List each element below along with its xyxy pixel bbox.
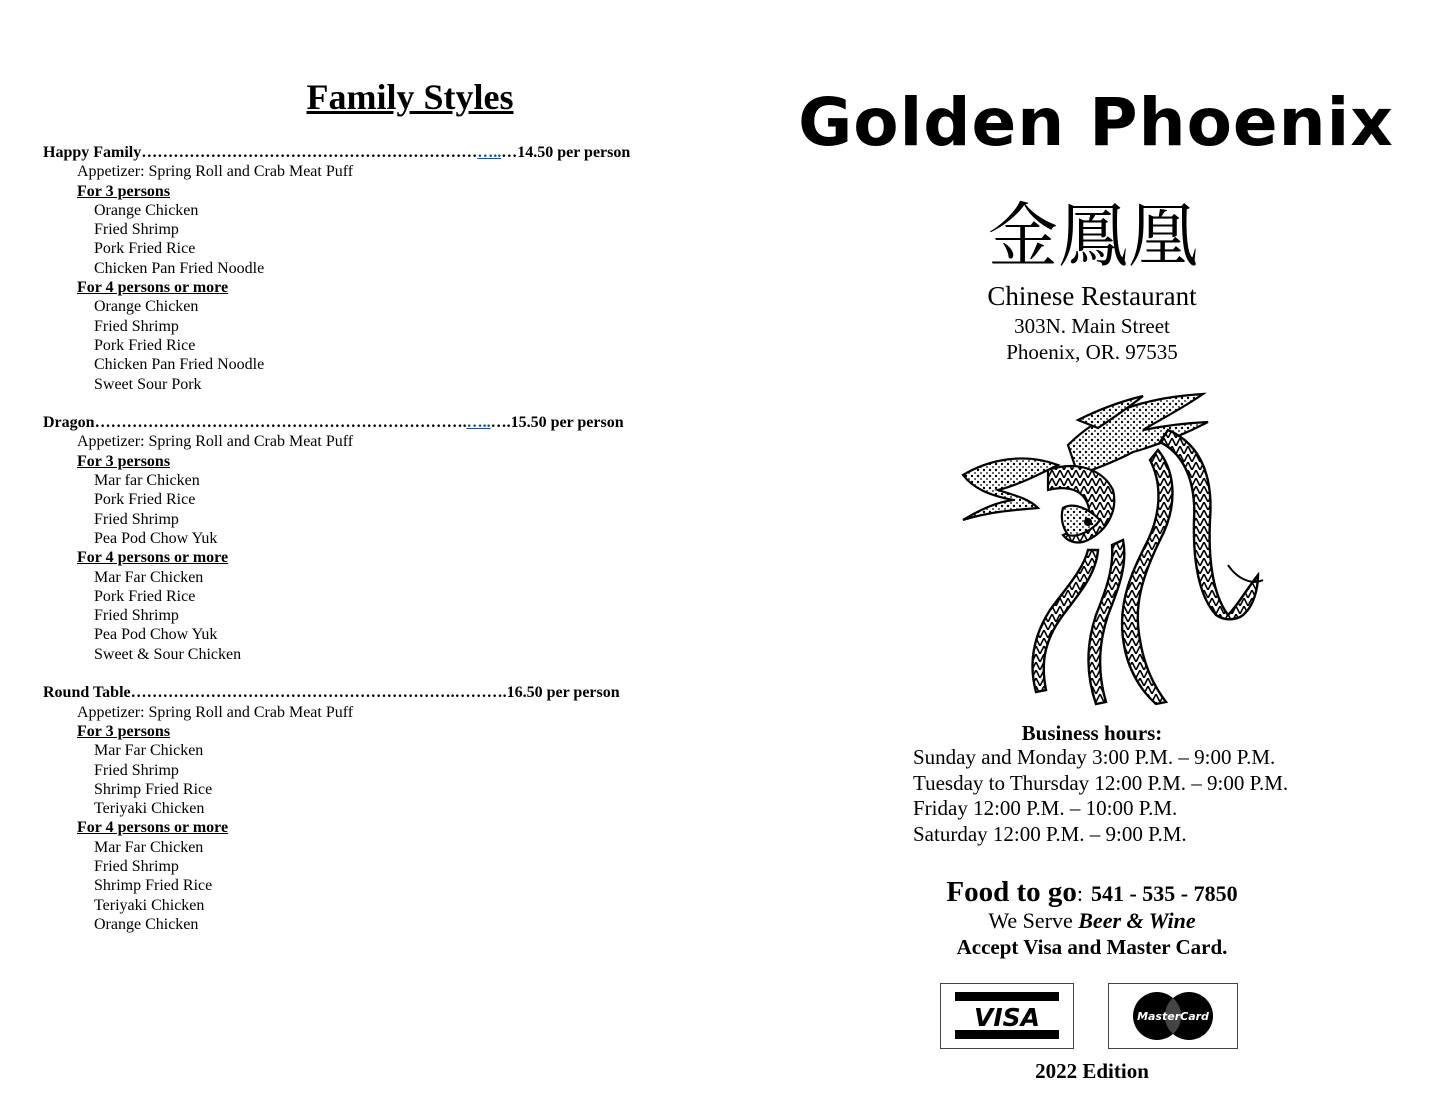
menu-item: Teriyaki Chicken xyxy=(94,896,205,914)
serving-group-label: For 3 persons xyxy=(77,722,171,740)
food-to-go-colon: : xyxy=(1076,881,1083,906)
leader-dots-main: …………………………………………………….………. xyxy=(130,684,507,702)
section-gap xyxy=(43,664,683,683)
business-hours-title: Business hours: xyxy=(1021,721,1163,745)
restaurant-name: Golden Phoenix xyxy=(798,84,1394,161)
package-name: Dragon xyxy=(43,414,95,432)
serving-group-label: For 3 persons xyxy=(77,452,171,470)
mastercard-text: MasterCard xyxy=(1137,1010,1209,1023)
beer-wine: Beer & Wine xyxy=(1078,908,1196,933)
menu-item: Fried Shrimp xyxy=(94,607,179,625)
appetizer-line: Appetizer: Spring Roll and Crab Meat Puff xyxy=(77,433,354,451)
menu-item: Pork Fried Rice xyxy=(94,491,196,509)
menu-item: Mar far Chicken xyxy=(94,472,200,490)
serving-group-label: For 4 persons or more xyxy=(77,279,229,297)
leader-dots-link: ….. xyxy=(466,414,491,432)
package-price: 15.50 per person xyxy=(510,414,624,432)
menu-item: Fried Shrimp xyxy=(94,317,179,335)
leader-dots-main: ……………………………………………………… xyxy=(141,144,478,161)
menu-item: Sweet & Sour Chicken xyxy=(94,645,242,663)
menu-item: Orange Chicken xyxy=(94,915,199,933)
appetizer-line: Appetizer: Spring Roll and Crab Meat Puff xyxy=(77,163,354,181)
package-name: Happy Family xyxy=(43,144,142,161)
menu-item: Fried Shrimp xyxy=(94,857,179,875)
appetizer-line: Appetizer: Spring Roll and Crab Meat Puff xyxy=(77,703,354,721)
serve-prefix: We Serve xyxy=(988,908,1079,933)
payment-note: Accept Visa and Master Card. xyxy=(956,935,1228,959)
menu-item: Shrimp Fried Rice xyxy=(94,780,213,798)
menu-item: Chicken Pan Fried Noodle xyxy=(94,259,265,277)
hours-line: Friday 12:00 P.M. – 10:00 P.M. xyxy=(913,796,1178,821)
package-header xyxy=(43,413,683,432)
address-city: Phoenix, OR. 97535 xyxy=(1006,340,1178,364)
menu-item: Pea Pod Chow Yuk xyxy=(94,529,218,547)
family-styles-menu xyxy=(43,143,683,934)
leader-dots-tail: …. xyxy=(490,414,511,432)
leader-dots-main: ……………………………………………………………. xyxy=(94,414,467,432)
package-price: 14.50 per person xyxy=(517,144,631,161)
package-price: 16.50 per person xyxy=(506,684,620,702)
address-street: 303N. Main Street xyxy=(1014,314,1170,338)
serving-group-label: For 3 persons xyxy=(77,182,171,200)
hours-line: Tuesday to Thursday 12:00 P.M. – 9:00 P.M. xyxy=(913,770,1289,795)
serve-line xyxy=(728,907,1456,935)
menu-item: Pea Pod Chow Yuk xyxy=(94,626,218,644)
leader-dots-tail: … xyxy=(501,144,518,161)
phoenix-body xyxy=(1048,466,1114,542)
food-to-go-label: Food to go xyxy=(946,876,1077,908)
package-name: Round Table xyxy=(43,684,131,702)
phone-number: 541 - 535 - 7850 xyxy=(1090,881,1238,906)
menu-item: Mar Far Chicken xyxy=(94,568,204,586)
mastercard-logo xyxy=(1108,983,1238,1049)
package-header xyxy=(43,683,683,702)
leader-dots xyxy=(131,684,507,701)
menu-item: Sweet Sour Pork xyxy=(94,375,202,393)
menu-item: Chicken Pan Fried Noodle xyxy=(94,356,265,374)
restaurant-subtitle: Chinese Restaurant xyxy=(987,281,1197,311)
menu-item: Fried Shrimp xyxy=(94,761,179,779)
visa-logo xyxy=(940,983,1074,1049)
leader-dots xyxy=(95,414,511,431)
visa-text: VISA xyxy=(973,1003,1041,1032)
menu-item: Orange Chicken xyxy=(94,298,199,316)
menu-item: Teriyaki Chicken xyxy=(94,800,205,818)
package-header xyxy=(43,143,683,162)
menu-item: Orange Chicken xyxy=(94,201,199,219)
leader-dots xyxy=(141,144,517,161)
menu-item: Mar Far Chicken xyxy=(94,742,204,760)
menu-item: Mar Far Chicken xyxy=(94,838,204,856)
menu-cover-right xyxy=(728,0,1456,1119)
phoenix-illustration xyxy=(928,390,1268,708)
menu-item: Shrimp Fried Rice xyxy=(94,877,213,895)
menu-item: Pork Fried Rice xyxy=(94,336,196,354)
menu-item: Fried Shrimp xyxy=(94,510,179,528)
hours-line: Sunday and Monday 3:00 P.M. – 9:00 P.M. xyxy=(913,745,1276,769)
menu-item: Pork Fried Rice xyxy=(94,240,196,258)
edition: 2022 Edition xyxy=(1035,1059,1149,1083)
section-gap xyxy=(43,394,683,413)
page-title: Family Styles xyxy=(306,77,514,117)
business-hours xyxy=(913,745,1288,847)
menu-item: Pork Fried Rice xyxy=(94,587,196,605)
serving-group-label: For 4 persons or more xyxy=(77,549,229,567)
serving-group-label: For 4 persons or more xyxy=(77,819,229,837)
menu-item: Fried Shrimp xyxy=(94,221,179,239)
hours-line: Saturday 12:00 P.M. – 9:00 P.M. xyxy=(913,821,1187,846)
leader-dots-link: ….. xyxy=(477,144,502,161)
chinese-name: 金鳳凰 xyxy=(988,195,1198,277)
